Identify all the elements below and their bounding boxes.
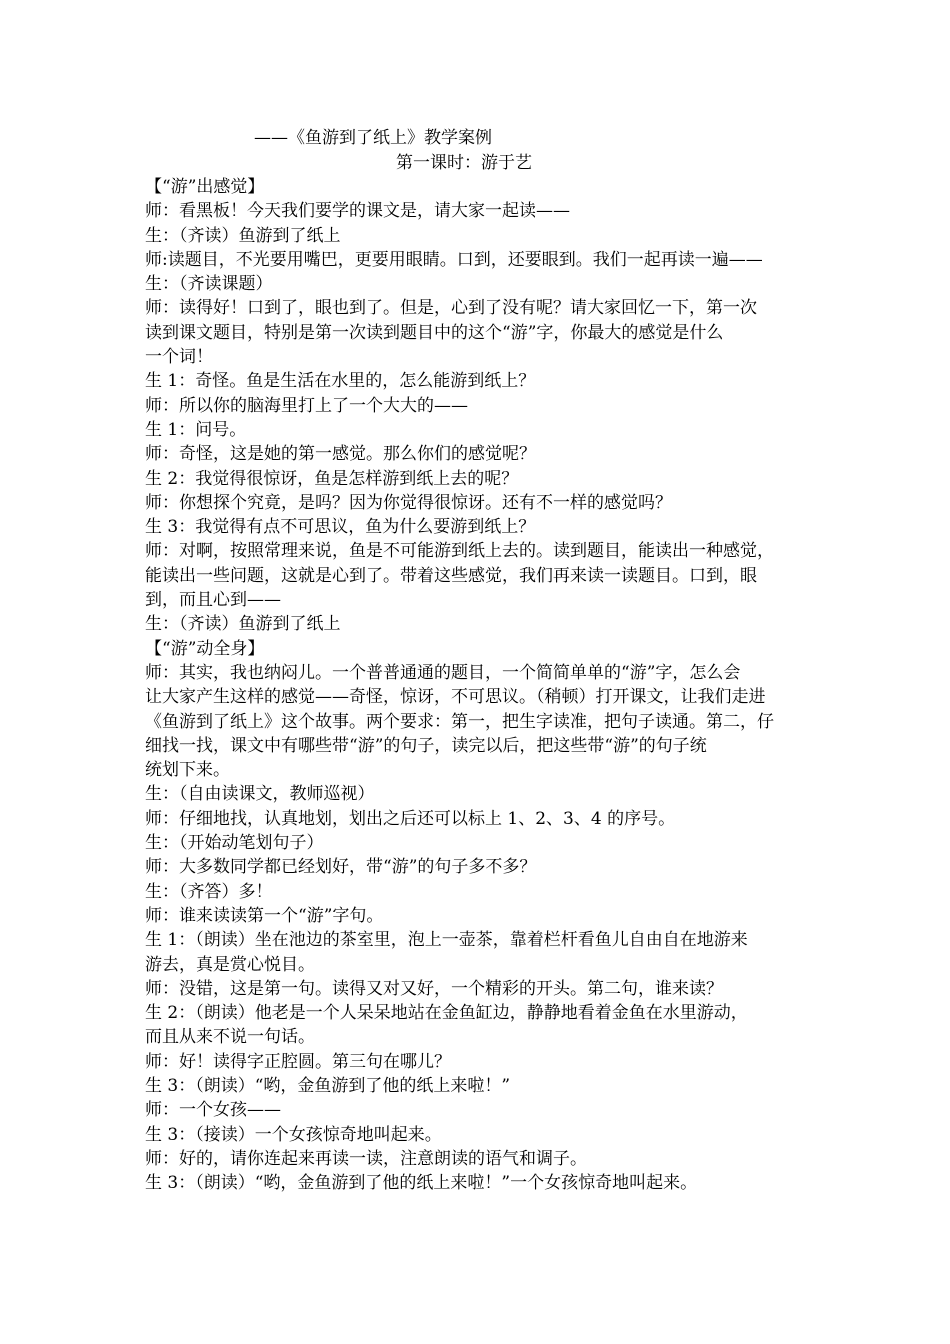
text-line: 能读出一些问题，这就是心到了。带着这些感觉，我们再来读一读题目。口到，眼: [145, 565, 757, 586]
text-line: 【“游”动全身】: [145, 638, 265, 659]
text-line: 游去，真是赏心悦目。: [145, 954, 315, 975]
text-line: 生：（齐读课题）: [145, 274, 273, 295]
text-line: 师:读题目，不光要用嘴巴，更要用眼睛。口到，还要眼到。我们一起再读一遍——: [145, 249, 763, 270]
text-line: 生 1：问号。: [145, 419, 247, 440]
text-line: 统划下来。: [145, 760, 230, 781]
text-line: 生 3：（接读）一个女孩惊奇地叫起来。: [145, 1124, 442, 1145]
text-line: 师：仔细地找，认真地划，划出之后还可以标上 1、2、3、4 的序号。: [145, 808, 676, 829]
text-line: 而且从来不说一句话。: [145, 1027, 315, 1048]
text-line: 细找一找，课文中有哪些带“游”的句子，读完以后，把这些带“游”的句子统: [145, 735, 707, 756]
text-line: 师：其实，我也纳闷儿。一个普普通通的题目，一个简简单单的“游”字，怎么会: [145, 662, 741, 683]
text-line: 读到课文题目，特别是第一次读到题目中的这个“游”字，你最大的感觉是什么: [145, 322, 724, 343]
text-line: 师：没错，这是第一句。读得又对又好，一个精彩的开头。第二句，谁来读？: [145, 978, 723, 999]
text-line: 师：读得好！口到了，眼也到了。但是，心到了没有呢？请大家回忆一下，第一次: [145, 298, 757, 319]
text-line: 师：看黑板！今天我们要学的课文是，请大家一起读——: [145, 201, 570, 222]
text-line: 一个词！: [145, 347, 213, 368]
text-line: 师：奇怪，这是她的第一感觉。那么你们的感觉呢？: [145, 444, 536, 465]
text-line: 师：大多数同学都已经划好，带“游”的句子多不多？: [145, 857, 537, 878]
text-line: 师：对啊，按照常理来说，鱼是不可能游到纸上去的。读到题目，能读出一种感觉，: [145, 541, 774, 562]
text-line: 师：所以你的脑海里打上了一个大大的——: [145, 395, 468, 416]
text-line: 师：好！读得字正腔圆。第三句在哪儿？: [145, 1051, 451, 1072]
text-line: 生 1：（朗读）坐在池边的茶室里，泡上一壶茶，靠着栏杆看鱼儿自由自在地游来: [145, 930, 748, 951]
text-line: 生 2：（朗读）他老是一个人呆呆地站在金鱼缸边，静静地看着金鱼在水里游动，: [145, 1003, 748, 1024]
text-line: 生：（齐读）鱼游到了纸上: [145, 225, 341, 246]
text-line: 生：（齐答）多！: [145, 881, 273, 902]
document-title: ——《鱼游到了纸上》教学案例: [254, 128, 492, 148]
document-body: [145, 175, 813, 1195]
text-line: 生 2：我觉得很惊讶，鱼是怎样游到纸上去的呢？: [145, 468, 519, 489]
text-line: 师：一个女孩——: [145, 1100, 281, 1121]
text-line: 生 3：我觉得有点不可思议，鱼为什么要游到纸上？: [145, 517, 536, 538]
text-line: 师：谁来读读第一个“游”字句。: [145, 905, 384, 926]
text-line: 生：（齐读）鱼游到了纸上: [145, 614, 341, 635]
text-line: 生：（自由读课文，教师巡视）: [145, 784, 375, 805]
text-line: 生 1：奇怪。鱼是生活在水里的，怎么能游到纸上？: [145, 371, 536, 392]
document-subtitle: 第一课时：游于艺: [396, 153, 532, 173]
text-line: 《鱼游到了纸上》这个故事。两个要求：第一，把生字读准，把句子读通。第二，仔: [145, 711, 774, 732]
text-line: 生 3：（朗读）“哟，金鱼游到了他的纸上来啦！”: [145, 1075, 511, 1096]
text-line: 让大家产生这样的感觉——奇怪，惊讶，不可思议。（稍顿）打开课文，让我们走进: [145, 687, 766, 708]
text-line: 到，而且心到——: [145, 590, 281, 611]
text-line: 生：（开始动笔划句子）: [145, 833, 324, 854]
text-line: 【“游”出感觉】: [145, 177, 265, 197]
text-line: 师：你想探个究竟，是吗？因为你觉得很惊讶。还有不一样的感觉吗？: [145, 492, 672, 513]
text-line: 生 3：（朗读）“哟，金鱼游到了他的纸上来啦！”一个女孩惊奇地叫起来。: [145, 1173, 698, 1194]
text-line: 师：好的，请你连起来再读一读，注意朗读的语气和调子。: [145, 1148, 587, 1169]
